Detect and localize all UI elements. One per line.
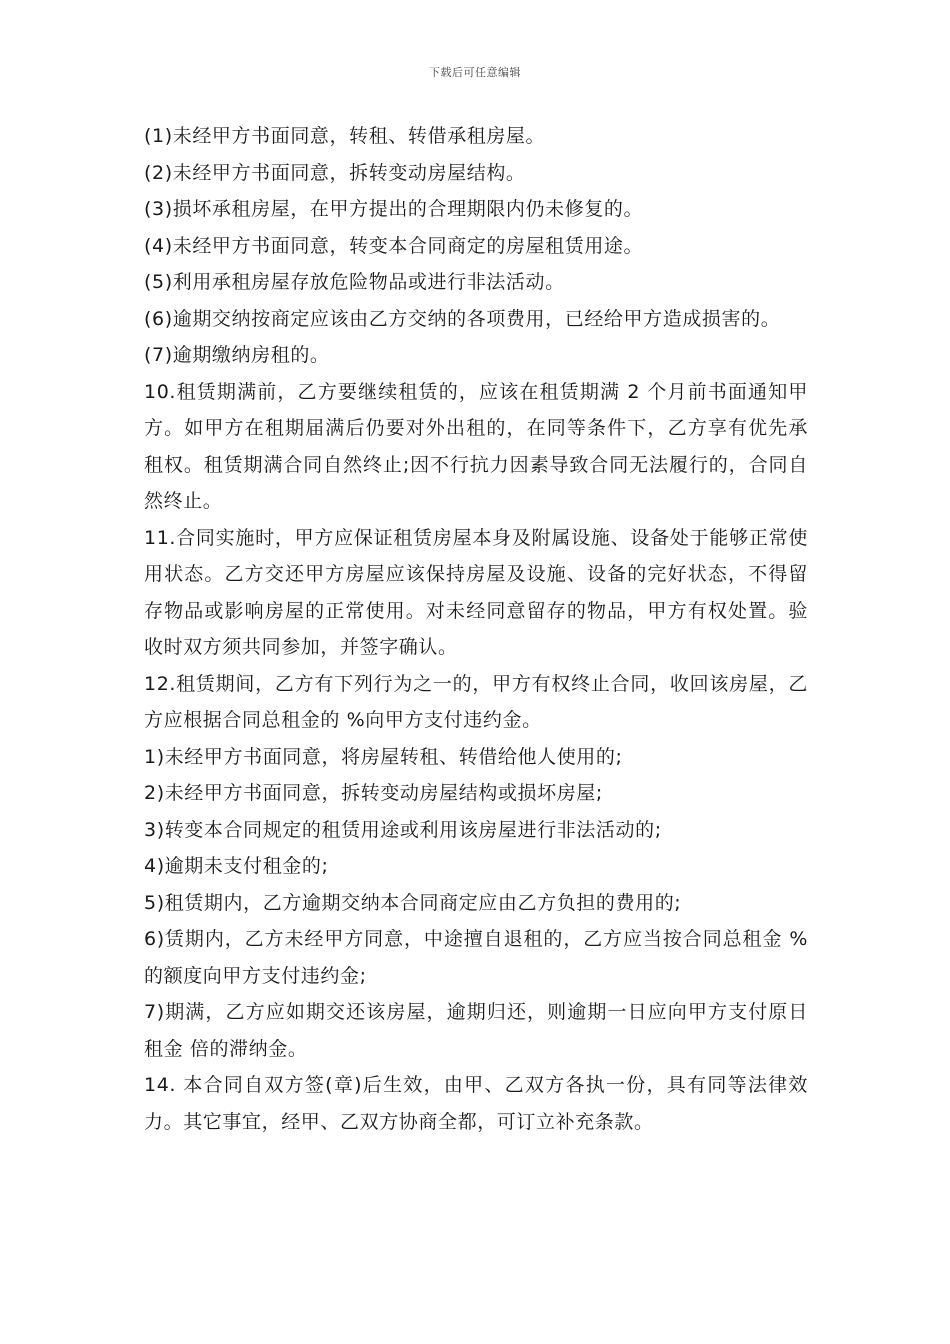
clause-item-7: (7)逾期缴纳房租的。: [144, 344, 330, 366]
header-note: 下载后可任意编辑: [429, 66, 521, 79]
clause-12-item-7: 7)期满，乙方应如期交还该房屋，逾期归还，则逾期一日应向甲方支付原日租金 倍的滞纳金。: [144, 1001, 808, 1060]
clause-14: 14. 本合同自双方签(章)后生效，由甲、乙双方各执一份，具有同等法律效力。其它事宜，经甲、乙双方协商全都，可订立补充条款。: [144, 1074, 808, 1133]
clause-item-3: (3)损坏承租房屋，在甲方提出的合理期限内仍未修复的。: [144, 198, 644, 220]
clause-12-item-6: 6)赁期内，乙方未经甲方同意，中途擅自退租的，乙方应当按合同总租金 %的额度向甲方支付违约金;: [144, 928, 808, 987]
clause-12-item-5: 5)租赁期内，乙方逾期交纳本合同商定应由乙方负担的费用的;: [144, 891, 682, 914]
clause-12-item-3: 3)转变本合同规定的租赁用途或利用该房屋进行非法活动的;: [144, 818, 662, 841]
clause-12-item-1: 1)未经甲方书面同意，将房屋转租、转借给他人使用的;: [144, 745, 623, 768]
clause-item-5: (5)利用承租房屋存放危险物品或进行非法活动。: [144, 271, 565, 293]
clause-item-6: (6)逾期交纳按商定应该由乙方交纳的各项费用，已经给甲方造成损害的。: [144, 307, 781, 330]
clause-12-item-2: 2)未经甲方书面同意，拆转变动房屋结构或损坏房屋;: [144, 782, 603, 804]
clause-11: 11.合同实施时，甲方应保证租赁房屋本身及附属设施、设备处于能够正常使用状态。乙方交还甲方房屋应该保持房屋及设施、设备的完好状态，不得留存物品或影响房屋的正常使用。对未经同意留存的物品，甲方有权处置。验收时双方须共同参加，并签字确认。: [144, 526, 808, 658]
document-body: [144, 118, 808, 1140]
clause-10: 10.租赁期满前，乙方要继续租赁的，应该在租赁期满 2 个月前书面通知甲方。如甲方在租期届满后仍要对外出租的，在同等条件下，乙方享有优先承租权。租赁期满合同自然终止;因不行抗力因素导致合同无法履行的，合同自然终止。: [144, 380, 808, 512]
clause-12-item-4: 4)逾期未支付租金的;: [144, 855, 329, 877]
clause-12: 12.租赁期间，乙方有下列行为之一的，甲方有权终止合同，收回该房屋，乙方应根据合同总租金的 %向甲方支付违约金。: [144, 672, 808, 731]
clause-item-2: (2)未经甲方书面同意，拆转变动房屋结构。: [144, 161, 526, 184]
clause-item-4: (4)未经甲方书面同意，转变本合同商定的房屋租赁用途。: [144, 234, 644, 257]
clause-item-1: (1)未经甲方书面同意，转租、转借承租房屋。: [144, 125, 546, 147]
